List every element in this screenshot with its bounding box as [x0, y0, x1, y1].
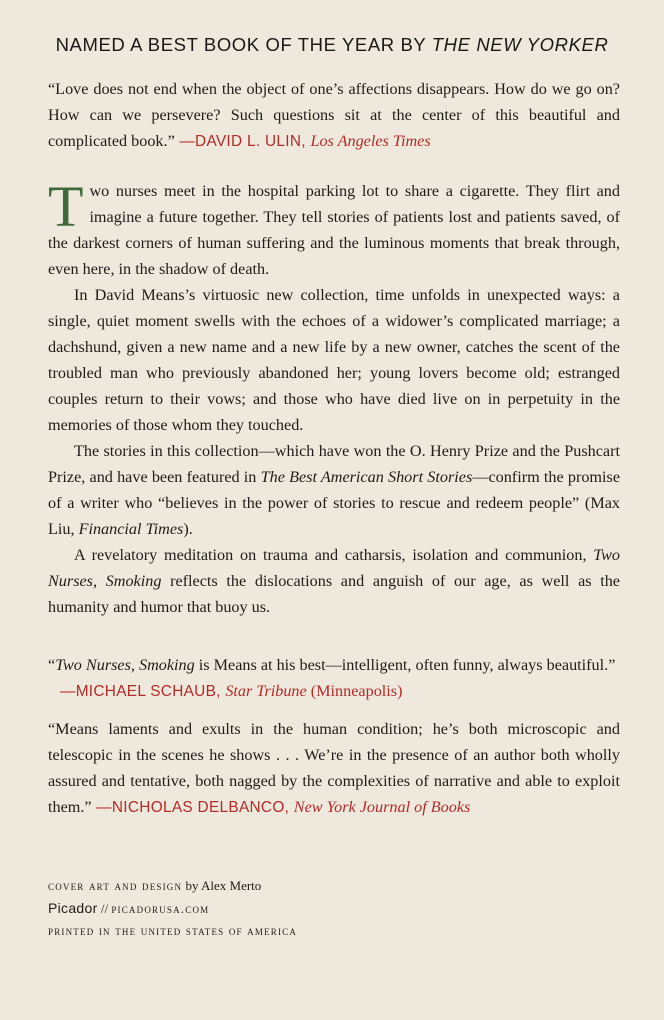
quote-schaub-author: —MICHAEL SCHAUB, — [60, 683, 226, 700]
quote-delbanco-source: New York Journal of Books — [293, 798, 471, 816]
publisher-name: Picador — [48, 900, 98, 916]
quote-ulin-author: —DAVID L. ULIN, — [174, 133, 311, 150]
description-paragraph-4: A revelatory meditation on trauma and catharsis, isolation and communion, Two Nurses, Smoking reflects the dislocations and anguish of our age, as well as the humanity and humor that buoy us. — [48, 546, 620, 616]
description-paragraph-2: In David Means’s virtuosic new collection, time unfolds in unexpected ways: a single, quiet moment swells with the echoes of a widower’s complicated marriage; a dachshund, given a new name and a new life by a new owner, catches the scent of the troubled man who previously abandoned her; young lovers become old; estranged couples return to their vows; and those who have died live on in perpetuity in the memories of those whom they touched. — [48, 286, 620, 434]
headline: NAMED A BEST BOOK OF THE YEAR BY THE NEW YORKER — [55, 34, 609, 55]
quote-delbanco-author: —NICHOLAS DELBANCO, — [91, 799, 294, 816]
description — [48, 174, 621, 620]
quote-schaub-source: Star Tribune — [225, 682, 307, 700]
quote-ulin-source: Los Angeles Times — [310, 132, 431, 150]
description-paragraph-1: Two nurses meet in the hospital parking lot to share a cigarette. They flirt and imagine a future together. They tell stories of patients lost and patients saved, of the darkest corners of human suffering and the luminous moments that break through, even here, in the shadow of death. — [48, 174, 620, 278]
quote-schaub: “Two Nurses, Smoking is Means at his best—intelligent, often funny, always beautiful.” —MICHAEL SCHAUB, Star Tribune (Minneapolis) — [48, 656, 616, 700]
headline-publication: THE NEW YORKER — [431, 34, 609, 55]
printed-line: printed in the united states of america — [48, 923, 298, 938]
drop-cap: T — [48, 174, 84, 239]
description-paragraph-3: The stories in this collection—which have won the O. Henry Prize and the Pushcart Prize, and have been featured in The Best American Short Stories—confirm the promise of a writer who “believes in the power of stories to rescue and redeem people” (Max Liu, Financial Times). — [48, 442, 621, 538]
cover-credit: cover art and design by Alex Merto — [48, 878, 262, 893]
quote-delbanco: “Means laments and exults in the human condition; he’s both microscopic and telescopic in the scenes he shows . . . We’re in the presence of an author both wholly assured and tentative, both nagged by the complexities of narrative and able to exploit them.” —NICHOLAS DELBANCO, New York Journal of Books — [48, 720, 620, 816]
credits — [48, 875, 297, 942]
publisher-line: Picador // picadorusa.com — [48, 900, 210, 916]
quote-ulin: “Love does not end when the object of one’s affections disappears. How do we go on? How can we persevere? Such questions sit at the center of this beautiful and complicated book.” —DAVID L. ULIN, Los Angeles Times — [48, 80, 620, 150]
publisher-url: picadorusa.com — [111, 901, 210, 916]
